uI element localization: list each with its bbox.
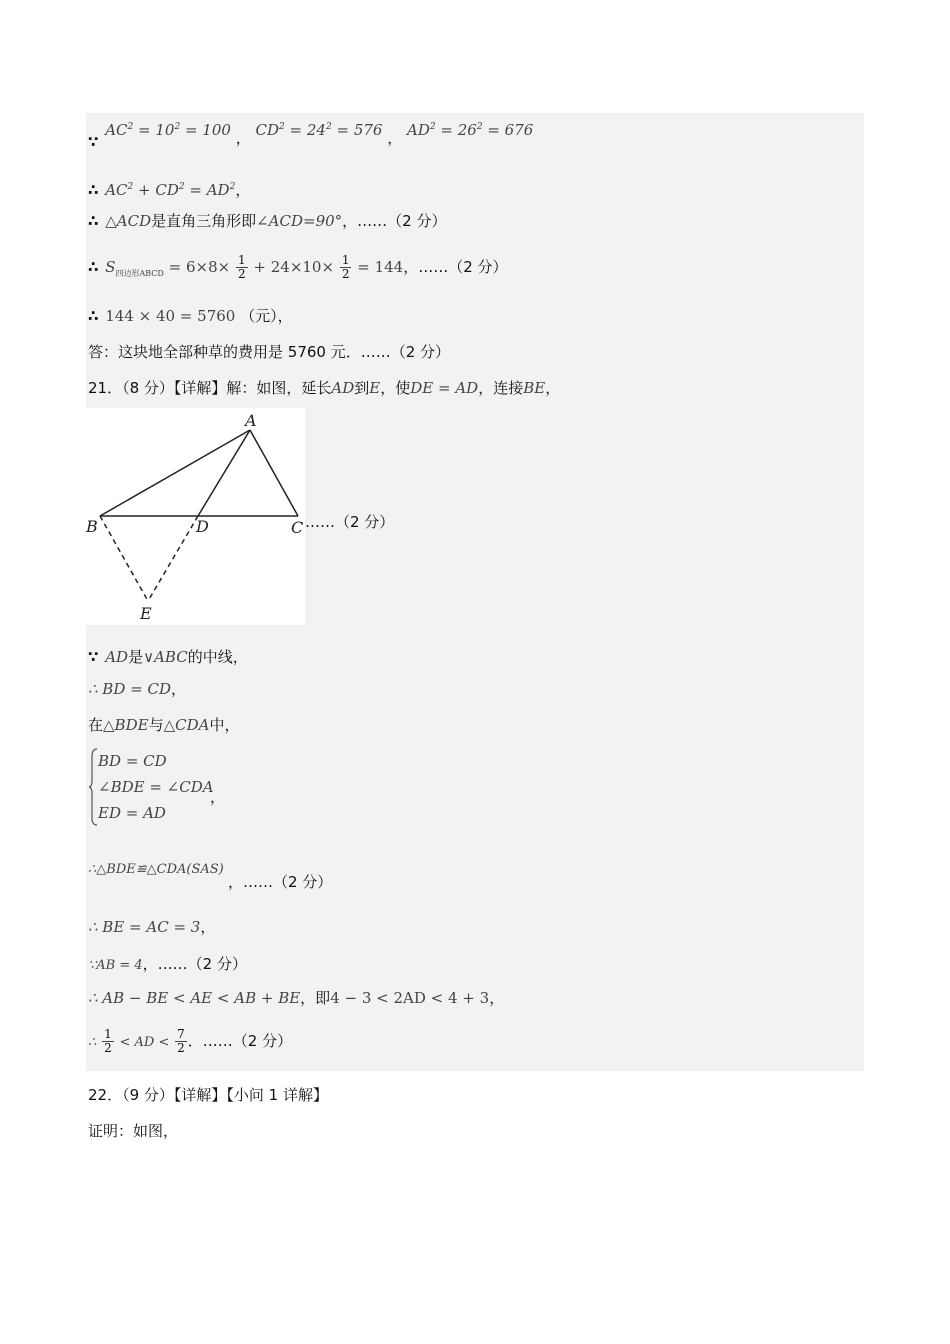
score-note: ，……（2 分） [142, 955, 247, 973]
line-question-21 [88, 378, 560, 398]
area-result: = 144 [357, 258, 404, 276]
text: 是直角三角形即 [151, 212, 257, 230]
therefore-symbol: ∴ [88, 307, 99, 325]
cost-equation: 144 × 40 = 5760 [105, 307, 236, 325]
product-2: + 24×10× [253, 258, 335, 276]
line-congruence [88, 858, 224, 880]
left-brace-icon [88, 748, 98, 826]
score-note: ，……（2 分） [403, 258, 508, 276]
label-a: A [245, 411, 257, 430]
comma: ， [489, 989, 505, 1007]
comma: ， [210, 788, 226, 806]
congruence-statement: ∴△BDE≌△CDA(SAS) [88, 862, 224, 877]
unit-text: （元）， [240, 307, 293, 325]
figure-score-note: ……（2 分） [305, 513, 395, 531]
point-e: E [369, 379, 381, 397]
line-question-22: 22．（9 分）【详解】【小问 1 详解】 [88, 1086, 328, 1104]
text: ， [545, 379, 561, 397]
line-ad-range [88, 1028, 292, 1055]
because-symbol: ∵ [88, 648, 99, 666]
ad-range: < AD < [119, 1035, 170, 1050]
equation-sum: $AC^2 + CD^2 = AD^2$ [105, 181, 236, 199]
text: 的中线， [187, 648, 248, 666]
segment-ad: AD [105, 648, 129, 666]
numeric-inequality: 4 − 3 < 2AD < 4 + 3 [330, 989, 490, 1007]
line-pythagoras [88, 177, 250, 200]
equation-be-ac: ∴ BE = AC = 3 [88, 918, 201, 936]
label-d: D [196, 517, 209, 536]
text: ，连接 [478, 379, 524, 397]
triangle-abc: ∨ABC [143, 648, 188, 666]
comma: ， [200, 918, 216, 936]
segment-de-dashed [148, 516, 198, 601]
line-be-ac [88, 917, 215, 937]
comma: ， [235, 181, 251, 199]
equation-ac: $AC^2 = 10^2 = 100$ [105, 121, 231, 139]
triangle-cda: △CDA [163, 716, 210, 734]
therefore-symbol: ∴ [88, 1035, 97, 1050]
label-e: E [140, 604, 152, 623]
equation-ad: $AD^2 = 26^2 = 676$ [407, 121, 534, 139]
condition-2: ∠BDE = ∠CDA [98, 778, 214, 796]
segment-ad [198, 430, 250, 516]
segment-ad: AD [331, 379, 355, 397]
triangle-inequality: ∴ AB − BE < AE < AB + BE [88, 989, 301, 1007]
line-answer: 答：这块地全部种草的费用是 5760 元．……（2 分） [88, 343, 451, 361]
line-right-triangle [88, 211, 446, 231]
text: 21．（8 分）【详解】解：如图，延长 [88, 379, 332, 397]
angle-acd: ∠ACD=90° [256, 212, 343, 230]
line-inequality [88, 988, 504, 1008]
fraction-half: $\frac{1}{2}$ [341, 253, 350, 281]
comma: ， [170, 680, 186, 698]
line-cost [88, 306, 293, 326]
segment-be: BE [523, 379, 546, 397]
line-proof-start: 证明：如图， [88, 1122, 179, 1140]
line-bd-cd [88, 679, 186, 699]
fraction-half: $\frac{1}{2}$ [104, 1027, 112, 1055]
equation-ab: ∵AB = 4 [88, 958, 143, 973]
text: ，即 [300, 989, 331, 1007]
line-ab [88, 954, 247, 976]
congruence-score-note: ，……（2 分） [228, 873, 333, 891]
score-note: ．……（2 分） [187, 1032, 293, 1050]
text: ，使 [380, 379, 411, 397]
area-symbol: S [105, 258, 116, 276]
text: 与 [148, 716, 164, 734]
text: 是 [128, 648, 144, 666]
therefore-symbol: ∴ [88, 181, 99, 199]
line-triangles [88, 715, 239, 735]
because-symbol: ∵ [88, 133, 99, 151]
triangle-bde: △BDE [103, 716, 149, 734]
label-b: B [86, 517, 98, 536]
triangle-diagram [86, 408, 305, 625]
equation-cd: $CD^2 = 24^2 = 576$ [255, 121, 383, 139]
text: 到 [354, 379, 370, 397]
fraction-seven-halves: $\frac{7}{2}$ [177, 1027, 185, 1055]
condition-3: ED = AD [98, 804, 166, 822]
label-c: C [291, 518, 304, 537]
triangle-acd: △ACD [105, 212, 152, 230]
area-subscript: 四边形ABCD [115, 269, 164, 278]
therefore-symbol: ∴ [88, 212, 99, 230]
brace-rows [98, 748, 214, 826]
line-median [88, 647, 248, 667]
segment-be-dashed [100, 516, 148, 601]
text: 在 [88, 716, 104, 734]
comma: ， [387, 129, 403, 147]
product-1: = 6×8× [168, 258, 231, 276]
comma: ， [235, 129, 251, 147]
segment-ab [100, 430, 250, 516]
geometry-figure [86, 408, 305, 625]
therefore-symbol: ∴ [88, 258, 99, 276]
equation-bd-cd: ∴ BD = CD [88, 680, 171, 698]
text: 中， [209, 716, 240, 734]
line-squares [88, 117, 534, 151]
equation-de-ad: DE = AD [410, 379, 479, 397]
condition-1: BD = CD [98, 752, 167, 770]
segment-ac [250, 430, 298, 516]
score-note: ，……（2 分） [342, 212, 447, 230]
fraction-half: $\frac{1}{2}$ [237, 253, 246, 281]
line-area [88, 254, 508, 284]
